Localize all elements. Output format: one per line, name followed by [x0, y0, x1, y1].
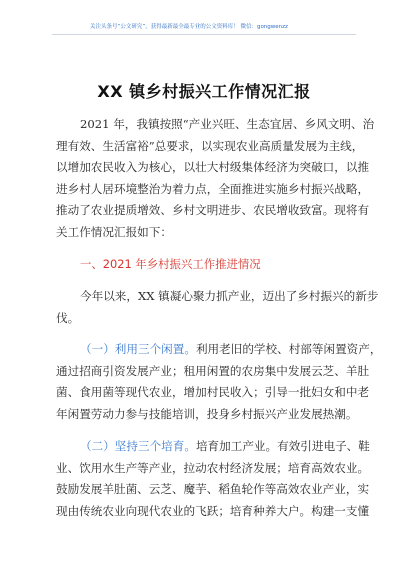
text-line: 推动了农业提质增效、乡村文明进步、农民增收致富。现将有 [56, 203, 370, 218]
item1-paragraph [56, 339, 382, 425]
item1-label: （一）利用三个闲置。 [80, 342, 196, 356]
text-line: 伐。 [56, 310, 80, 325]
text-line: 以增加农民收入为核心，以壮大村级集体经济为突破口，以推 [56, 160, 370, 175]
text-line: 进乡村人居环境整治为着力点，全面推进实施乡村振兴战略， [56, 181, 370, 196]
item2-text: 培育加工产业。有效引进电子、鞋 [195, 439, 370, 453]
header-banner: 关注头条号“公文研究”，获得最新最全最专业的公文资料库！ 微信：gongwenzz [90, 24, 288, 30]
text-line [56, 339, 382, 361]
text-line: 今年以来，XX 镇凝心聚力抓产业，迈出了乡村振兴的新步 [80, 289, 379, 303]
text-line: 通过招商引资发展产业；租用闲置的农房集中发展云芝、羊肚 [56, 363, 370, 378]
item1-text: 利用老旧的学校、村部等闲置资产， [195, 342, 382, 356]
text-line: 菌、食用菌等现代农业，增加村民收入；引导一批妇女和中老 [56, 385, 370, 400]
text-line: 理有效、生活富裕”总要求，以实现农业高质量发展为主线， [56, 138, 364, 153]
overview-paragraph [56, 286, 379, 329]
text-line [56, 436, 370, 458]
text-line: 现由传统农业向现代农业的飞跃；培育种养大户。构建一支懂 [56, 503, 370, 518]
page-title: XX 镇乡村振兴工作情况汇报 [97, 82, 311, 101]
section-heading: 一、2021 年乡村振兴工作推进情况 [80, 257, 261, 271]
text-line: 业、饮用水生产等产业，拉动农村经济发展；培育高效农业。 [56, 460, 370, 475]
item2-label: （二）坚持三个培育。 [80, 439, 196, 453]
header-divider [52, 34, 356, 35]
text-line: 2021 年，我镇按照“产业兴旺、生态宜居、乡风文明、治 [80, 117, 375, 131]
text-line: 鼓励发展羊肚菌、云芝、魔芋、稻鱼轮作等高效农业产业，实 [56, 482, 370, 497]
intro-paragraph [56, 114, 375, 244]
text-line: 年闲置劳动力参与技能培训，投身乡村振兴产业发展热潮。 [56, 406, 358, 421]
item2-paragraph [56, 436, 370, 522]
text-line: 关工作情况汇报如下： [56, 224, 172, 239]
